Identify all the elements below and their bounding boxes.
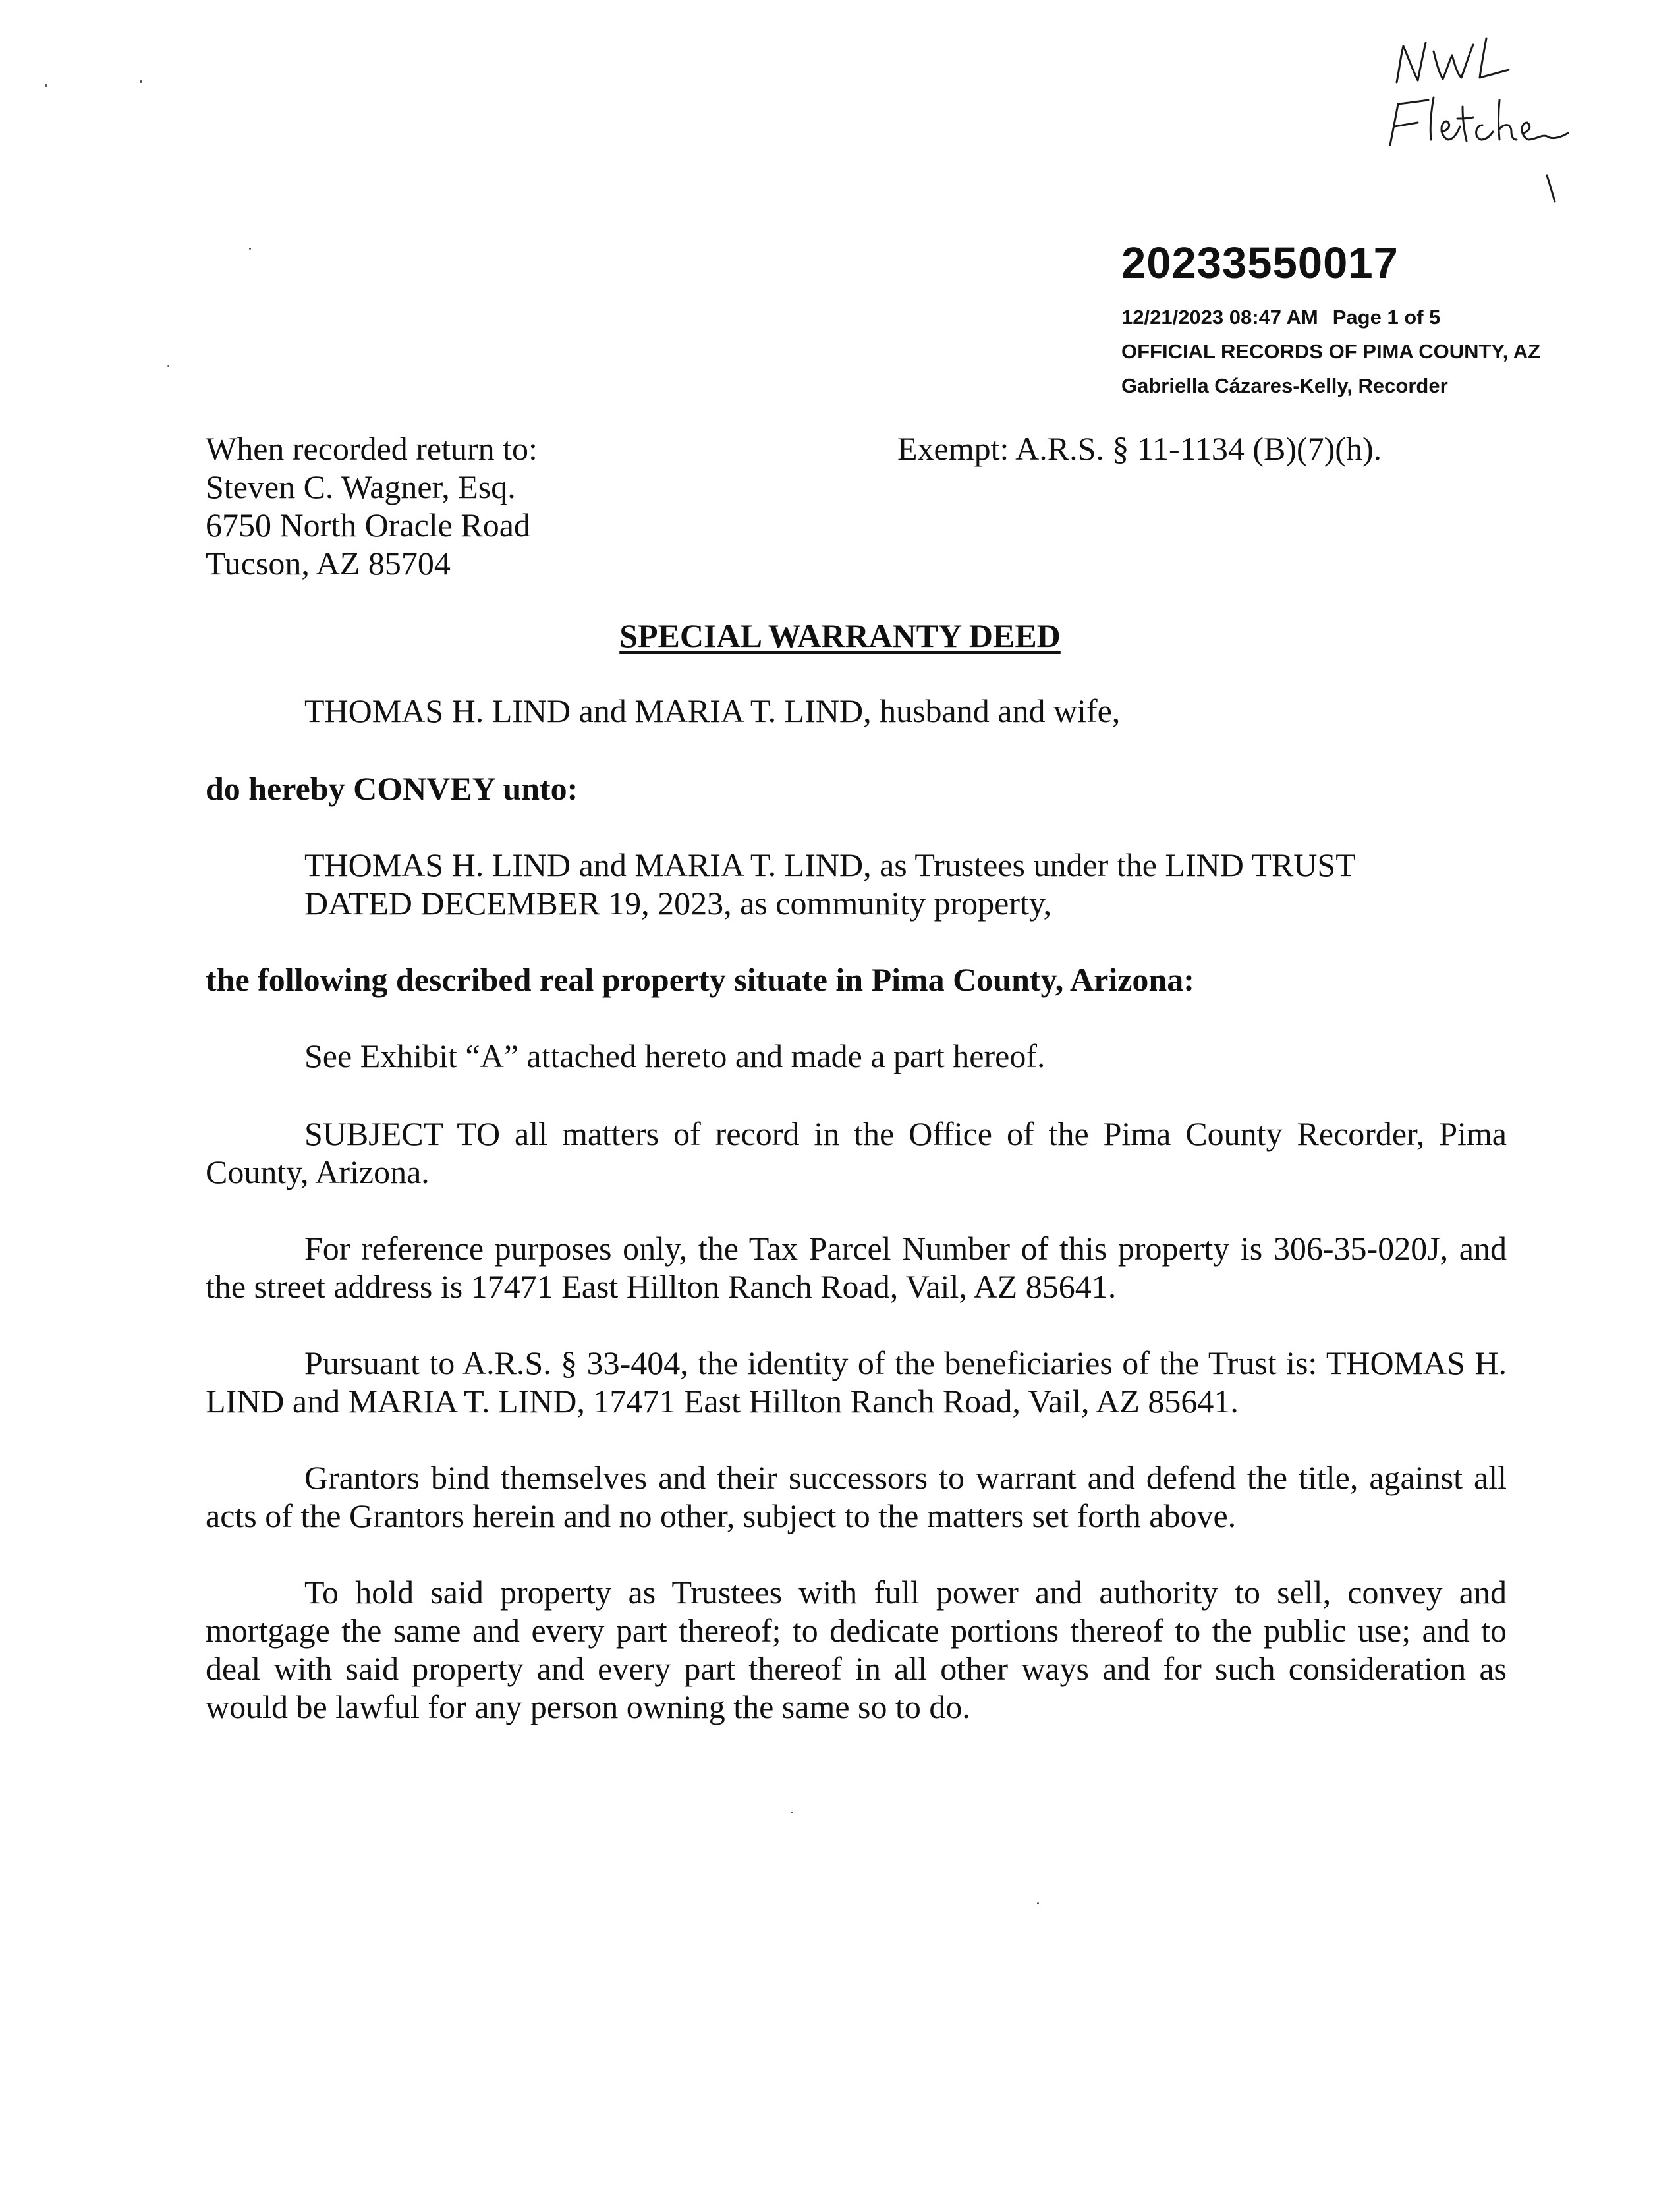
scan-speck <box>1037 1902 1039 1904</box>
scan-speck <box>167 365 169 367</box>
recording-office: OFFICIAL RECORDS OF PIMA COUNTY, AZ <box>1121 340 1541 363</box>
trustee-powers-paragraph <box>206 1573 1507 1726</box>
recording-datetime: 12/21/2023 08:47 AM <box>1121 306 1318 329</box>
scan-speck <box>249 248 251 250</box>
convey-clause: do hereby CONVEY unto: <box>206 770 578 807</box>
scan-speck <box>140 80 142 83</box>
recording-number: 20233550017 <box>1121 238 1399 288</box>
return-address-name: Steven C. Wagner, Esq. <box>206 468 516 505</box>
reference-paragraph <box>206 1229 1507 1306</box>
beneficiaries-text: Pursuant to A.R.S. § 33-404, the identity of the beneficiaries of the Trust is: THOMAS H. LIND and MARIA T. LIND, 17471 East Hillton Ranch Road, Vail, AZ 85641. <box>206 1344 1507 1420</box>
recording-datetime-line <box>1121 307 1440 327</box>
grantees-line-2: DATED DECEMBER 19, 2023, as community property, <box>304 885 1052 922</box>
reference-text: For reference purposes only, the Tax Parcel Number of this property is 306-35-020J, and the street address is 17471 East Hillton Ranch Road, Vail, AZ 85641. <box>206 1230 1507 1305</box>
scan-speck <box>791 1812 793 1813</box>
page-count: Page 1 of 5 <box>1332 306 1441 329</box>
property-clause: the following described real property situate in Pima County, Arizona: <box>206 961 1194 998</box>
document-title: SPECIAL WARRANTY DEED <box>619 617 1061 654</box>
handwritten-annotation <box>1370 20 1621 217</box>
recorder-name: Gabriella Cázares-Kelly, Recorder <box>1121 374 1448 397</box>
warranty-paragraph <box>206 1458 1507 1535</box>
warranty-text: Grantors bind themselves and their successors to warrant and defend the title, against all acts of the Grantors herein and no other, subject to the matters set forth above. <box>206 1459 1507 1534</box>
exhibit-reference: See Exhibit “A” attached hereto and made a part hereof. <box>304 1038 1046 1074</box>
return-address-heading: When recorded return to: <box>206 430 538 467</box>
beneficiaries-paragraph <box>206 1344 1507 1420</box>
subject-to-paragraph <box>206 1115 1507 1191</box>
return-address-street: 6750 North Oracle Road <box>206 507 530 543</box>
subject-to-text: SUBJECT TO all matters of record in the Office of the Pima County Recorder, Pima County, Arizona. <box>206 1115 1507 1190</box>
scan-speck <box>45 84 47 87</box>
trustee-powers-text: To hold said property as Trustees with full power and authority to sell, convey and mortgage the same and every part thereof; to dedicate portions thereof to the public use; and to deal with said property and every part thereof in all other ways and for such consideration as would be lawful for any person owning the same so to do. <box>206 1574 1507 1725</box>
grantees-line-1: THOMAS H. LIND and MARIA T. LIND, as Trustees under the LIND TRUST <box>304 846 1356 883</box>
return-address-city: Tucson, AZ 85704 <box>206 545 451 582</box>
grantees-clause <box>304 846 1356 922</box>
exemption-notice: Exempt: A.R.S. § 11-1134 (B)(7)(h). <box>897 430 1382 467</box>
return-address-block <box>206 429 538 582</box>
grantors-clause: THOMAS H. LIND and MARIA T. LIND, husband and wife, <box>304 692 1121 729</box>
